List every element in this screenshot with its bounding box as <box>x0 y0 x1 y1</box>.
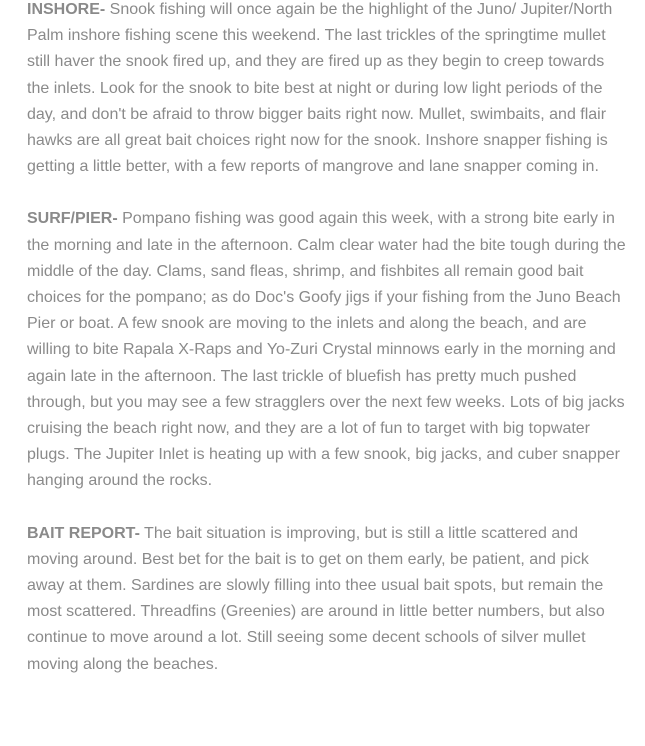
surf-pier-section <box>27 206 627 494</box>
surf-pier-body: Pompano fishing was good again this week, with a strong bite early in the morning and late in the afternoon. Calm clear water had the bite tough during the middle of the day. Clams, sand fleas, shrimp, and fishbites all remain good bait choices for the pompano; as do Doc's Goofy jigs if your fishing from the Juno Beach Pier or boat. A few snook are moving to the inlets and along the beach, and are willing to bite Rapala X-Raps and Yo-Zuri Crystal minnows early in the morning and again late in the afternoon. The last trickle of bluefish has pretty much pushed through, but you may see a few stragglers over the next few weeks. Lots of big jacks cruising the beach right now, and they are a lot of fun to target with big topwater plugs. The Jupiter Inlet is heating up with a few snook, big jacks, and cuber snapper hanging around the rocks. <box>27 210 626 490</box>
bait-report-body: The bait situation is improving, but is still a little scattered and moving around. Best bet for the bait is to get on them early, be patient, and pick away at them. Sardines are slowly filling into thee usual bait spots, but remain the most scattered. Threadfins (Greenies) are around in little better numbers, but also continue to move around a lot. Still seeing some decent schools of silver mullet moving along the beaches. <box>27 524 605 673</box>
inshore-body: Snook fishing will once again be the highlight of the Juno/ Jupiter/North Palm inshore fishing scene this weekend. The last trickles of the springtime mullet still haver the snook fired up, and they are fired up as they begin to creep towards the inlets. Look for the snook to bite best at night or during low light periods of the day, and don't be afraid to throw bigger baits right now. Mullet, swimbaits, and flair hawks are all great bait choices right now for the snook. Inshore snapper fishing is getting a little better, with a few reports of mangrove and lane snapper coming in. <box>27 1 613 176</box>
inshore-heading: INSHORE- <box>27 1 106 18</box>
bait-report-section <box>27 521 627 678</box>
fishing-report <box>27 0 627 704</box>
inshore-section <box>27 0 627 180</box>
bait-report-heading: BAIT REPORT- <box>27 524 140 542</box>
surf-pier-heading: SURF/PIER- <box>27 210 118 228</box>
